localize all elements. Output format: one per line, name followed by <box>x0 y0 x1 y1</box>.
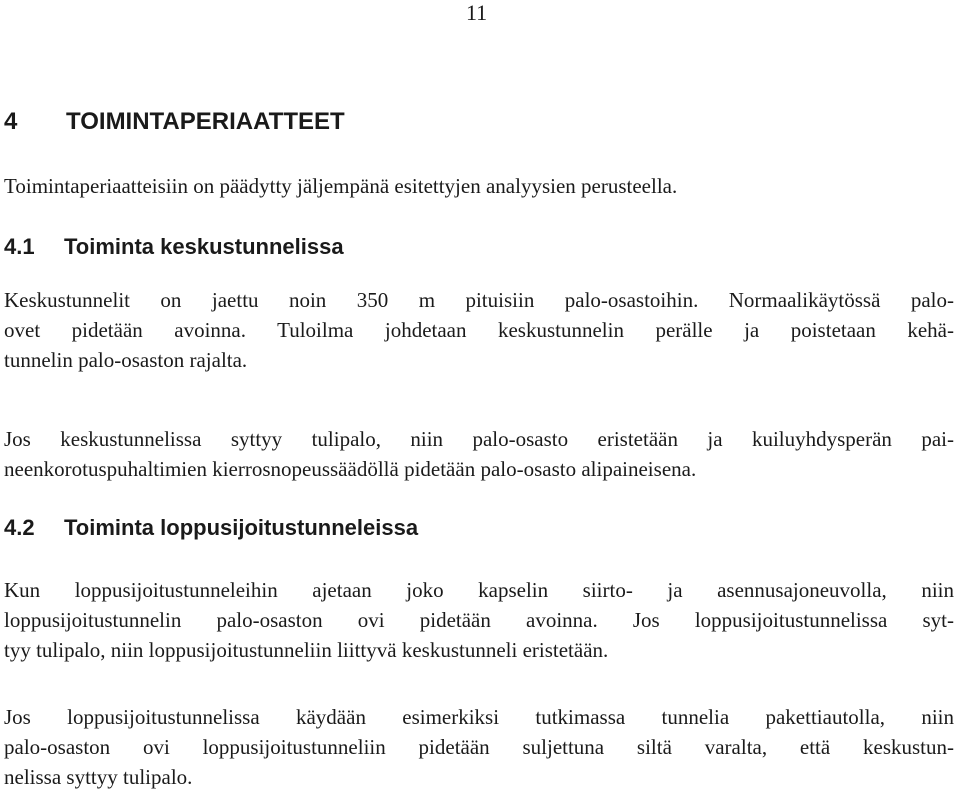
paragraph-line: palo-osaston ovi loppusijoitustunneliin pidetään suljettuna siltä varalta, että keskustun- <box>4 735 954 759</box>
section-title: Toiminta keskustunnelissa <box>64 234 344 259</box>
paragraph-line: Keskustunnelit on jaettu noin 350 m pituisiin palo-osastoihin. Normaalikäytössä palo- <box>4 288 954 312</box>
chapter-heading <box>4 106 345 138</box>
section-heading-4-2 <box>4 513 418 543</box>
section-4-1-paragraph-2 <box>4 424 954 484</box>
page-number: 11 <box>466 0 488 25</box>
paragraph-line: Jos loppusijoitustunnelissa käydään esimerkiksi tutkimassa tunnelia pakettiautolla, niin <box>4 705 954 729</box>
section-4-2-paragraph-2 <box>4 702 954 792</box>
chapter-title: TOIMINTAPERIAATTEET <box>66 108 345 135</box>
section-title: Toiminta loppusijoitustunneleissa <box>64 515 419 540</box>
section-4-2-paragraph-1 <box>4 575 954 665</box>
paragraph-line: Jos keskustunnelissa syttyy tulipalo, niin palo-osasto eristetään ja kuiluyhdysperän pai- <box>4 427 954 451</box>
paragraph-line: loppusijoitustunnelin palo-osaston ovi pidetään avoinna. Jos loppusijoitustunnelissa syt- <box>4 608 954 632</box>
section-4-1-paragraph-1 <box>4 285 954 375</box>
paragraph-line: Toimintaperiaatteisiin on päädytty jäljempänä esitettyjen analyysien perusteella. <box>4 174 678 198</box>
chapter-number: 4 <box>4 108 18 135</box>
paragraph-line: ovet pidetään avoinna. Tuloilma johdetaan keskustunnelin perälle ja poistetaan kehä- <box>4 318 954 342</box>
paragraph-line: tunnelin palo-osaston rajalta. <box>4 348 248 372</box>
section-number: 4.1 <box>4 234 35 259</box>
intro-paragraph <box>4 171 954 201</box>
section-number: 4.2 <box>4 515 35 540</box>
paragraph-line: neenkorotuspuhaltimien kierrosnopeussäädöllä pidetään palo-osasto alipaineisena. <box>4 457 697 481</box>
section-heading-4-1 <box>4 232 344 262</box>
paragraph-line: tyy tulipalo, niin loppusijoitustunneliin liittyvä keskustunneli eristetään. <box>4 638 609 662</box>
paragraph-line: Kun loppusijoitustunneleihin ajetaan joko kapselin siirto- ja asennusajoneuvolla, niin <box>4 578 954 602</box>
paragraph-line: nelissa syttyy tulipalo. <box>4 765 193 789</box>
